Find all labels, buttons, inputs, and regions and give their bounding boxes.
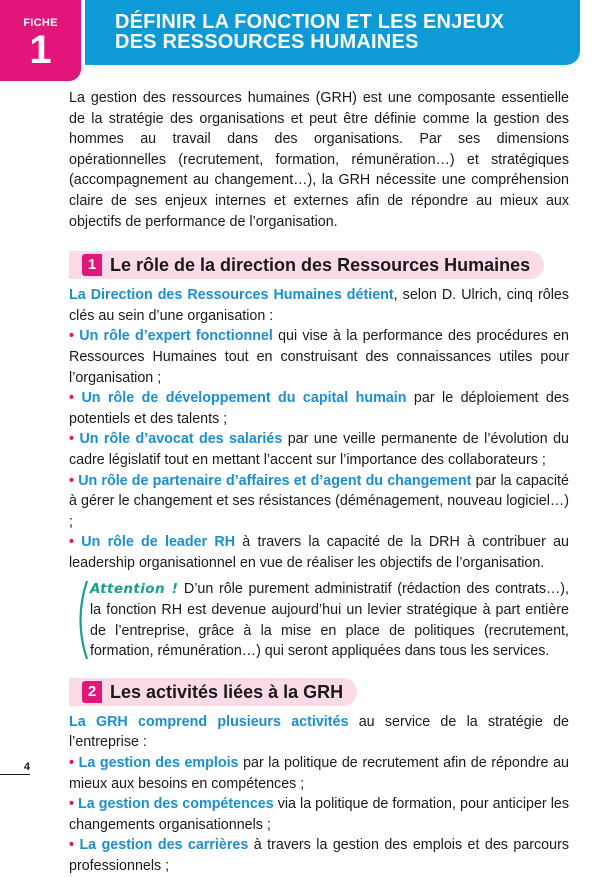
section-2-lead-highlight: La GRH comprend plusieurs activités (69, 713, 349, 730)
bullet-icon: • (69, 796, 75, 813)
title-banner (85, 0, 580, 65)
list-item-text: par la politique de recrutement afin de répondre au mieux aux besoins en compétences ; (69, 755, 569, 792)
fiche-label: FICHE (23, 17, 58, 29)
section-1-lead-text: , selon D. Ulrich, cinq rôles clés au sein d’une organisation : (69, 287, 569, 324)
bullet-icon: • (69, 837, 75, 854)
page-content (69, 88, 569, 877)
attention-label: Attention ! (90, 581, 179, 598)
section-1-pill (69, 251, 544, 279)
section-2-number: 2 (82, 681, 102, 703)
list-item-text: à travers la gestion des emplois et des parcours professionnels ; (69, 837, 569, 874)
page-title-line-2: DES RESSOURCES HUMAINES (115, 31, 419, 53)
list-item-text: via la politique de formation, pour anticiper les changements organisationnels ; (69, 796, 569, 833)
list-item-text: par une veille permanente de l’évolution du cadre législatif tout en mettant l’accent sur l’importance des collaborateurs ; (69, 431, 569, 468)
bracket-icon (72, 579, 90, 661)
page-title-line-1: DÉFINIR LA FONCTION ET LES ENJEUX (115, 11, 505, 33)
page-title (115, 12, 504, 52)
list-item (69, 326, 569, 388)
list-item (69, 794, 569, 835)
list-item-highlight: Un rôle de développement du capital humain (81, 390, 407, 407)
section-2-heading (69, 678, 357, 706)
section-1-lead (69, 285, 569, 326)
list-item (69, 471, 569, 533)
list-item-highlight: La gestion des emplois (78, 755, 239, 772)
section-1-number: 1 (82, 254, 102, 276)
section-1-title: Le rôle de la direction des Ressources Humaines (110, 254, 531, 275)
list-item-text: qui vise à la performance des procédures en Ressources Humaines tout en construisant des connaissances utiles pour l’organisation ; (69, 328, 569, 386)
list-item-text: par le déploiement des potentiels et des talents ; (69, 390, 569, 427)
section-2-lead (69, 712, 569, 753)
page-number: 4 (0, 760, 30, 775)
list-item (69, 835, 569, 876)
bullet-icon: • (69, 328, 75, 345)
list-item (69, 388, 569, 429)
attention-paragraph (90, 579, 569, 661)
bullet-icon: • (69, 534, 75, 551)
section-2-pill (69, 678, 357, 706)
bullet-icon: • (69, 390, 75, 407)
attention-box (90, 579, 569, 661)
section-1-heading (69, 251, 544, 279)
list-item-text: à travers la capacité de la DRH à contribuer au leadership organisationnel en vue de réaliser les objectifs de l’organisation. (69, 534, 570, 571)
list-item-highlight: Un rôle de leader RH (81, 534, 236, 551)
fiche-number: 1 (29, 28, 52, 72)
section-2-lead-text: au service de la stratégie de l’entreprise : (69, 713, 569, 751)
fiche-tab (0, 0, 81, 81)
list-item (69, 753, 569, 794)
intro-paragraph: La gestion des ressources humaines (GRH) est une composante essentielle de la stratégie des organisations et peut être définie comme la gestion des hommes au travail dans des organisations. Par ses dimensions opérationnelles (recrutement, formation, rémunération…) et stratégiques (accompagnement au changement…), la GRH nécessite une compréhension claire de ses enjeux internes et externes afin de répondre au mieux aux objectifs de performance de l’organisation. (69, 90, 569, 230)
list-item-highlight: Un rôle de partenaire d’affaires et d’agent du changement (78, 472, 472, 489)
list-item (69, 429, 569, 470)
section-1-lead-highlight: La Direction des Ressources Humaines détient (69, 287, 394, 304)
list-item-highlight: Un rôle d’expert fonctionnel (79, 328, 273, 345)
section-2-title: Les activités liées à la GRH (110, 681, 344, 702)
bullet-icon: • (69, 755, 75, 772)
list-item (69, 532, 569, 573)
list-item-highlight: Un rôle d’avocat des salariés (79, 431, 283, 448)
list-item-highlight: La gestion des compétences (78, 796, 274, 813)
bullet-icon: • (69, 472, 75, 489)
list-item-highlight: La gestion des carrières (79, 837, 249, 854)
list-item-text: par la capacité à gérer le changement et ses résistances (déménagement, nouveau logiciel…) ; (69, 472, 569, 530)
bullet-icon: • (69, 431, 75, 448)
attention-text: D’un rôle purement administratif (rédaction des contrats…), la fonction RH est devenue aujourd’hui un levier stratégique à part entière de l’entreprise, grâce à la mise en place de politiques (recrutement, formation, rémunération…) qui seront appliquées dans tous les services. (90, 581, 569, 660)
